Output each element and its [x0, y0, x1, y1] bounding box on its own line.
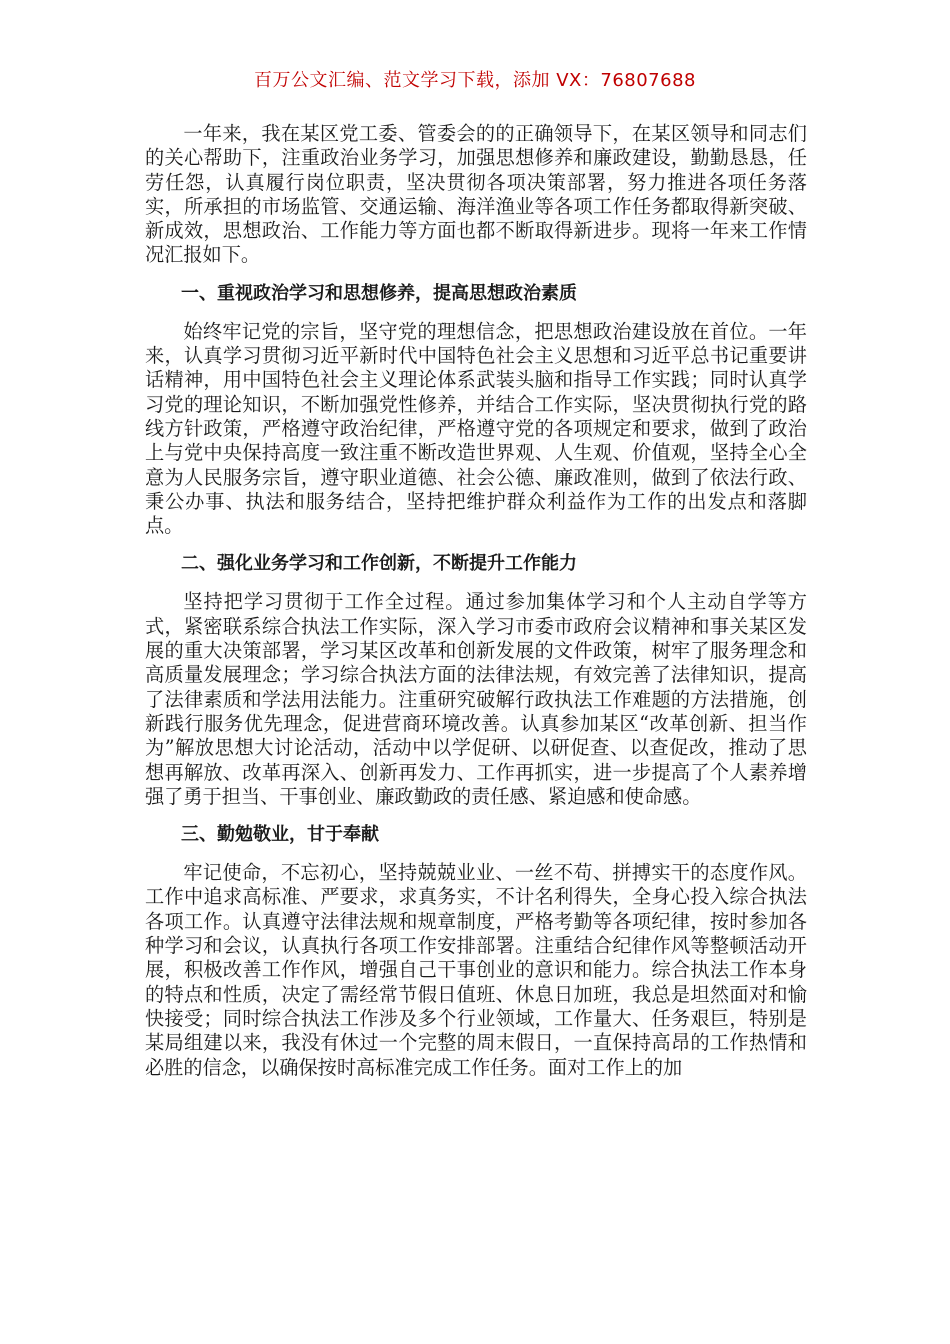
section-1-paragraph: 始终牢记党的宗旨，坚守党的理想信念，把思想政治建设放在首位。一年来，认真学习贯彻习近平新时代中国特色社会主义思想和习近平总书记重要讲话精神，用中国特色社会主义理论体系武装头脑和指导工作实践；同时认真学习党的理论知识，不断加强党性修养，并结合工作实际，坚决贯彻执行党的路线方针政策，严格遵守政治纪律，严格遵守党的各项规定和要求，做到了政治上与党中央保持高度一致注重不断改造世界观、人生观、价值观，坚持全心全意为人民服务宗旨，遵守职业道德、社会公德、廉政准则，做到了依法行政、秉公办事、执法和服务结合，坚持把维护群众利益作为工作的出发点和落脚点。: [145, 319, 807, 538]
intro-paragraph: 一年来，我在某区党工委、管委会的的正确领导下，在某区领导和同志们的关心帮助下，注重政治业务学习，加强思想修养和廉政建设，勤勤恳恳，任劳任怨，认真履行岗位职责，坚决贯彻各项决策部署，努力推进各项任务落实，所承担的市场监管、交通运输、海洋渔业等各项工作任务都取得新突破、新成效，思想政治、工作能力等方面也都不断取得新进步。现将一年来工作情况汇报如下。: [145, 122, 807, 267]
section-1-heading: 一、重视政治学习和思想修养，提高思想政治素质: [181, 282, 577, 304]
section-3-heading: 三、勤勉敬业，甘于奉献: [181, 824, 379, 846]
section-2-heading: 二、强化业务学习和工作创新，不断提升工作能力: [181, 553, 577, 575]
section-3-paragraph: 牢记使命，不忘初心，坚持兢兢业业、一丝不苟、拼搏实干的态度作风。工作中追求高标准、严要求，求真务实，不计名利得失，全身心投入综合执法各项工作。认真遵守法律法规和规章制度，严格考勤等各项纪律，按时参加各种学习和会议，认真执行各项工作安排部署。注重结合纪律作风等整顿活动开展，积极改善工作作风，增强自己干事创业的意识和能力。综合执法工作本身的特点和性质，决定了需经常节假日值班、休息日加班，我总是坦然面对和愉快接受；同时综合执法工作涉及多个行业领域，工作量大、任务艰巨，特别是某局组建以来，我没有休过一个完整的周末假日，一直保持高昂的工作热情和必胜的信念，以确保按时高标准完成工作任务。面对工作上的加: [145, 861, 807, 1079]
watermark-header: 百万公文汇编、范文学习下载，添加 VX：76807688: [254, 70, 696, 91]
document-body: [145, 122, 807, 1080]
section-2-paragraph: 坚持把学习贯彻于工作全过程。通过参加集体学习和个人主动自学等方式，紧密联系综合执法工作实际，深入学习市委市政府会议精神和事关某区发展的重大决策部署，学习某区改革和创新发展的文件政策，树牢了服务理念和高质量发展理念；学习综合执法方面的法律法规，有效完善了法律知识，提高了法律素质和学法用法能力。注重研究破解行政执法工作难题的方法措施，创新践行服务优先理念，促进营商环境改善。认真参加某区“改革创新、担当作为”解放思想大讨论活动，活动中以学促研、以研促查、以查促改，推动了思想再解放、改革再深入、创新再发力、工作再抓实，进一步提高了个人素养增强了勇于担当、干事创业、廉政勤政的责任感、紧迫感和使命感。: [145, 590, 807, 808]
